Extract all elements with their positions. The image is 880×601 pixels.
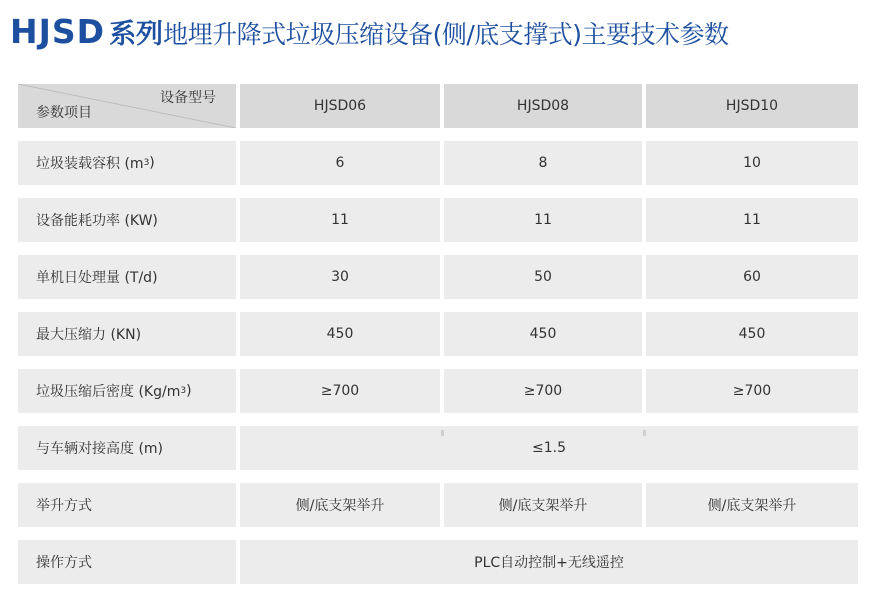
- column-mark: [441, 430, 444, 436]
- table-cell: ≥700: [646, 369, 858, 413]
- table-cell: 11: [646, 198, 858, 242]
- column-mark: [643, 430, 646, 436]
- row-label: 设备能耗功率 (KW): [18, 198, 236, 242]
- table-cell: ≥700: [444, 369, 642, 413]
- title-text: 地埋升降式垃圾压缩设备(侧/底支撑式)主要技术参数: [163, 20, 729, 49]
- row-label: 单机日处理量 (T/d): [18, 255, 236, 299]
- title-series: 系列: [109, 19, 164, 50]
- title-brand: HJSD: [10, 12, 106, 51]
- table-cell: 30: [240, 255, 440, 299]
- table-cell: 450: [240, 312, 440, 356]
- table-cell: 450: [444, 312, 642, 356]
- row-label: 举升方式: [18, 483, 236, 527]
- table-cell: 450: [646, 312, 858, 356]
- table-cell: 6: [240, 141, 440, 185]
- table-cell: 10: [646, 141, 858, 185]
- row-label: 最大压缩力 (KN): [18, 312, 236, 356]
- table-cell: 60: [646, 255, 858, 299]
- table-cell: 50: [444, 255, 642, 299]
- table-cell: 侧/底支架举升: [444, 483, 642, 527]
- header-model-2: HJSD08: [444, 84, 642, 128]
- table-cell: 11: [444, 198, 642, 242]
- table-cell: 侧/底支架举升: [646, 483, 858, 527]
- table-cell-merged: PLC自动控制+无线遥控: [240, 540, 858, 584]
- row-label: 操作方式: [18, 540, 236, 584]
- table-cell-merged: ≤1.5: [240, 426, 858, 470]
- table-cell: ≥700: [240, 369, 440, 413]
- page-title: [10, 12, 729, 64]
- table-cell: 侧/底支架举升: [240, 483, 440, 527]
- table-corner-header: [18, 84, 236, 128]
- row-label: 与车辆对接高度 (m): [18, 426, 236, 470]
- corner-param-label: 参数项目: [36, 105, 92, 121]
- table-cell: 11: [240, 198, 440, 242]
- corner-model-label: 设备型号: [160, 90, 216, 106]
- header-model-1: HJSD06: [240, 84, 440, 128]
- header-model-3: HJSD10: [646, 84, 858, 128]
- table-cell: 8: [444, 141, 642, 185]
- row-label: 垃圾装载容积 (m 3 ): [18, 141, 236, 185]
- row-label: 垃圾压缩后密度 (Kg/m 3 ): [18, 369, 236, 413]
